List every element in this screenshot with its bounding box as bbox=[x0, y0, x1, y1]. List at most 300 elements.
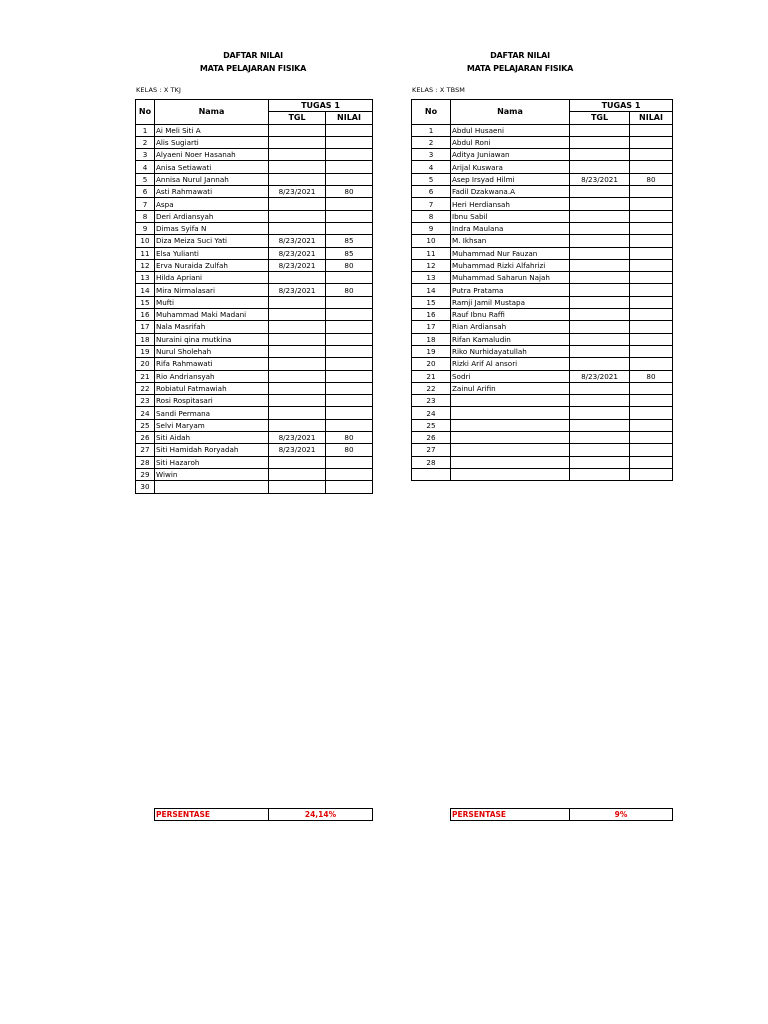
cell-nilai bbox=[630, 272, 673, 284]
cell-no: 23 bbox=[412, 395, 451, 407]
table-row bbox=[412, 149, 673, 161]
title-line2: MATA PELAJARAN FISIKA bbox=[199, 64, 307, 73]
cell-nama: Rifa Rahmawati bbox=[155, 358, 269, 370]
cell-tgl bbox=[269, 309, 326, 321]
cell-nama: Asti Rahmawati bbox=[155, 186, 269, 198]
title-line1: DAFTAR NILAI bbox=[490, 51, 550, 60]
cell-tgl bbox=[570, 444, 630, 456]
cell-tgl: 8/23/2021 bbox=[269, 444, 326, 456]
cell-tgl bbox=[269, 382, 326, 394]
cell-tgl bbox=[269, 395, 326, 407]
cell-tgl: 8/23/2021 bbox=[570, 370, 630, 382]
grade-table bbox=[411, 99, 673, 481]
cell-nama: Alyaeni Noer Hasanah bbox=[155, 149, 269, 161]
table-row bbox=[136, 358, 373, 370]
cell-nilai bbox=[630, 198, 673, 210]
cell-tgl bbox=[570, 456, 630, 468]
cell-no: 4 bbox=[412, 161, 451, 173]
cell-nilai bbox=[326, 333, 373, 345]
cell-no: 10 bbox=[136, 235, 155, 247]
cell-no: 11 bbox=[412, 247, 451, 259]
cell-nilai bbox=[326, 481, 373, 493]
table-row bbox=[412, 432, 673, 444]
cell-nilai: 85 bbox=[326, 235, 373, 247]
cell-nama: Abdul Husaeni bbox=[451, 124, 570, 136]
sheet-title bbox=[135, 49, 371, 75]
cell-tgl bbox=[269, 333, 326, 345]
cell-nilai: 80 bbox=[326, 444, 373, 456]
table-row bbox=[412, 210, 673, 222]
cell-no: 3 bbox=[136, 149, 155, 161]
cell-no: 14 bbox=[136, 284, 155, 296]
cell-no: 9 bbox=[136, 222, 155, 234]
table-row bbox=[412, 345, 673, 357]
grade-table bbox=[135, 99, 373, 494]
cell-no: 10 bbox=[412, 235, 451, 247]
table-body bbox=[136, 124, 373, 493]
table-row bbox=[136, 173, 373, 185]
cell-nilai bbox=[630, 321, 673, 333]
cell-tgl bbox=[570, 382, 630, 394]
cell-nama: Rauf Ibnu Raffi bbox=[451, 309, 570, 321]
cell-no: 13 bbox=[136, 272, 155, 284]
cell-nilai: 80 bbox=[326, 259, 373, 271]
header-tgl: TGL bbox=[269, 112, 326, 124]
cell-no: 30 bbox=[136, 481, 155, 493]
cell-no: 16 bbox=[412, 309, 451, 321]
table-row bbox=[412, 321, 673, 333]
cell-tgl bbox=[570, 186, 630, 198]
cell-nama bbox=[451, 468, 570, 480]
cell-nama: Rio Andriansyah bbox=[155, 370, 269, 382]
cell-nilai bbox=[630, 222, 673, 234]
cell-tgl: 8/23/2021 bbox=[269, 259, 326, 271]
header-no: No bbox=[412, 100, 451, 125]
cell-no: 20 bbox=[136, 358, 155, 370]
cell-nama: Muhammad Rizki Alfahrizi bbox=[451, 259, 570, 271]
cell-no: 4 bbox=[136, 161, 155, 173]
table-row bbox=[136, 136, 373, 148]
cell-nilai bbox=[630, 407, 673, 419]
cell-no: 7 bbox=[136, 198, 155, 210]
cell-tgl bbox=[269, 407, 326, 419]
table-row bbox=[412, 309, 673, 321]
cell-tgl bbox=[269, 481, 326, 493]
cell-tgl bbox=[570, 198, 630, 210]
table-row bbox=[136, 432, 373, 444]
cell-nilai bbox=[630, 382, 673, 394]
table-row bbox=[136, 468, 373, 480]
table-row bbox=[412, 259, 673, 271]
cell-nilai bbox=[326, 173, 373, 185]
table-row bbox=[136, 321, 373, 333]
cell-nilai bbox=[326, 210, 373, 222]
cell-no: 12 bbox=[136, 259, 155, 271]
cell-no: 17 bbox=[412, 321, 451, 333]
cell-no: 29 bbox=[136, 468, 155, 480]
cell-nilai: 80 bbox=[630, 370, 673, 382]
table-row bbox=[412, 173, 673, 185]
cell-nilai bbox=[630, 296, 673, 308]
cell-no: 8 bbox=[412, 210, 451, 222]
cell-nilai bbox=[630, 124, 673, 136]
table-row bbox=[412, 444, 673, 456]
table-row bbox=[136, 333, 373, 345]
cell-no: 2 bbox=[412, 136, 451, 148]
cell-nilai bbox=[630, 444, 673, 456]
table-row bbox=[412, 284, 673, 296]
persentase-value: 9% bbox=[570, 809, 673, 821]
cell-no: 27 bbox=[412, 444, 451, 456]
cell-no: 17 bbox=[136, 321, 155, 333]
cell-nama: Anisa Setiawati bbox=[155, 161, 269, 173]
cell-nilai bbox=[630, 456, 673, 468]
cell-nama bbox=[451, 456, 570, 468]
table-row bbox=[136, 296, 373, 308]
cell-no: 9 bbox=[412, 222, 451, 234]
cell-nama: Muhammad Nur Fauzan bbox=[451, 247, 570, 259]
cell-nilai bbox=[326, 309, 373, 321]
header-nama: Nama bbox=[155, 100, 269, 125]
cell-nama: Heri Herdiansah bbox=[451, 198, 570, 210]
table-row bbox=[412, 333, 673, 345]
cell-nilai bbox=[326, 124, 373, 136]
cell-nilai bbox=[630, 149, 673, 161]
cell-nama: Putra Pratama bbox=[451, 284, 570, 296]
cell-no: 1 bbox=[136, 124, 155, 136]
cell-no: 26 bbox=[136, 432, 155, 444]
cell-nama bbox=[451, 407, 570, 419]
cell-tgl bbox=[570, 468, 630, 480]
cell-nama: Ramji Jamil Mustapa bbox=[451, 296, 570, 308]
table-row bbox=[412, 272, 673, 284]
table-row bbox=[412, 296, 673, 308]
cell-nama bbox=[451, 444, 570, 456]
table-row bbox=[136, 382, 373, 394]
cell-tgl bbox=[570, 124, 630, 136]
table-row bbox=[412, 395, 673, 407]
cell-no: 12 bbox=[412, 259, 451, 271]
header-nilai: NILAI bbox=[630, 112, 673, 124]
persentase-value: 24,14% bbox=[269, 809, 373, 821]
cell-nilai bbox=[630, 419, 673, 431]
table-row bbox=[136, 419, 373, 431]
cell-nilai: 80 bbox=[630, 173, 673, 185]
cell-tgl bbox=[570, 309, 630, 321]
cell-tgl bbox=[570, 432, 630, 444]
cell-no: 24 bbox=[136, 407, 155, 419]
cell-tgl bbox=[269, 456, 326, 468]
cell-nama: Aspa bbox=[155, 198, 269, 210]
cell-nilai: 80 bbox=[326, 284, 373, 296]
table-body bbox=[412, 124, 673, 481]
cell-nilai bbox=[326, 321, 373, 333]
table-row bbox=[136, 309, 373, 321]
cell-no: 5 bbox=[136, 173, 155, 185]
cell-nama: Deri Ardiansyah bbox=[155, 210, 269, 222]
cell-nilai bbox=[630, 309, 673, 321]
cell-nama: Muhammad Saharun Najah bbox=[451, 272, 570, 284]
cell-no: 22 bbox=[136, 382, 155, 394]
cell-no: 19 bbox=[136, 345, 155, 357]
cell-no: 25 bbox=[412, 419, 451, 431]
cell-nilai bbox=[630, 235, 673, 247]
table-row bbox=[136, 395, 373, 407]
cell-nilai bbox=[630, 247, 673, 259]
cell-nama: Elsa Yulianti bbox=[155, 247, 269, 259]
cell-nilai bbox=[326, 456, 373, 468]
sheet-title bbox=[411, 49, 629, 75]
cell-nilai bbox=[630, 284, 673, 296]
table-row bbox=[136, 481, 373, 493]
cell-no: 6 bbox=[412, 186, 451, 198]
table-row bbox=[412, 222, 673, 234]
header-nama: Nama bbox=[451, 100, 570, 125]
cell-tgl bbox=[570, 259, 630, 271]
cell-nama: Mira Nirmalasari bbox=[155, 284, 269, 296]
cell-nilai: 80 bbox=[326, 432, 373, 444]
table-row bbox=[136, 149, 373, 161]
cell-tgl bbox=[570, 272, 630, 284]
cell-nama: Siti Hamidah Roryadah bbox=[155, 444, 269, 456]
cell-nilai bbox=[630, 395, 673, 407]
cell-no: 24 bbox=[412, 407, 451, 419]
persentase-label: PERSENTASE bbox=[155, 809, 269, 821]
cell-nama: Sandi Permana bbox=[155, 407, 269, 419]
cell-tgl: 8/23/2021 bbox=[269, 432, 326, 444]
cell-no: 21 bbox=[412, 370, 451, 382]
cell-nilai bbox=[630, 259, 673, 271]
cell-no: 26 bbox=[412, 432, 451, 444]
table-row bbox=[136, 222, 373, 234]
cell-nilai bbox=[326, 345, 373, 357]
cell-tgl bbox=[269, 296, 326, 308]
table-row bbox=[136, 210, 373, 222]
cell-tgl bbox=[570, 358, 630, 370]
cell-nama: Siti Hazaroh bbox=[155, 456, 269, 468]
cell-tgl bbox=[269, 222, 326, 234]
cell-nama: Ibnu Sabil bbox=[451, 210, 570, 222]
cell-tgl: 8/23/2021 bbox=[269, 284, 326, 296]
header-tgl: TGL bbox=[570, 112, 630, 124]
cell-nama: Zainul Arifin bbox=[451, 382, 570, 394]
cell-no: 13 bbox=[412, 272, 451, 284]
cell-nilai bbox=[630, 345, 673, 357]
cell-no: 3 bbox=[412, 149, 451, 161]
cell-tgl bbox=[269, 136, 326, 148]
cell-tgl bbox=[269, 345, 326, 357]
cell-nilai bbox=[630, 161, 673, 173]
cell-tgl bbox=[269, 210, 326, 222]
table-row bbox=[412, 198, 673, 210]
cell-tgl bbox=[570, 210, 630, 222]
cell-no: 20 bbox=[412, 358, 451, 370]
cell-nama: Muhammad Maki Madani bbox=[155, 309, 269, 321]
cell-nama: Siti Aidah bbox=[155, 432, 269, 444]
cell-nilai bbox=[326, 468, 373, 480]
cell-tgl: 8/23/2021 bbox=[269, 247, 326, 259]
cell-tgl bbox=[269, 468, 326, 480]
cell-nilai bbox=[630, 358, 673, 370]
table-row bbox=[136, 259, 373, 271]
cell-nama: Aditya Juniawan bbox=[451, 149, 570, 161]
cell-no bbox=[412, 468, 451, 480]
cell-nama: Abdul Roni bbox=[451, 136, 570, 148]
table-row bbox=[412, 124, 673, 136]
table-row bbox=[136, 456, 373, 468]
table-row bbox=[412, 382, 673, 394]
cell-nama: Fadil Dzakwana.A bbox=[451, 186, 570, 198]
table-row bbox=[412, 468, 673, 480]
cell-tgl bbox=[269, 272, 326, 284]
cell-no: 6 bbox=[136, 186, 155, 198]
cell-no: 16 bbox=[136, 309, 155, 321]
cell-no: 2 bbox=[136, 136, 155, 148]
cell-no: 21 bbox=[136, 370, 155, 382]
table-row bbox=[136, 235, 373, 247]
table-row bbox=[136, 272, 373, 284]
cell-tgl bbox=[570, 333, 630, 345]
cell-tgl bbox=[570, 161, 630, 173]
cell-nilai bbox=[326, 395, 373, 407]
cell-tgl bbox=[570, 284, 630, 296]
cell-no: 22 bbox=[412, 382, 451, 394]
table-row bbox=[136, 124, 373, 136]
cell-tgl bbox=[570, 419, 630, 431]
table-row bbox=[136, 370, 373, 382]
cell-nilai bbox=[630, 432, 673, 444]
cell-tgl bbox=[570, 136, 630, 148]
cell-tgl bbox=[269, 358, 326, 370]
cell-nama bbox=[451, 395, 570, 407]
cell-tgl bbox=[269, 149, 326, 161]
title-line2: MATA PELAJARAN FISIKA bbox=[466, 64, 574, 73]
table-row bbox=[136, 198, 373, 210]
kelas-label: KELAS : X TBSM bbox=[412, 86, 466, 94]
title-line1: DAFTAR NILAI bbox=[223, 51, 283, 60]
cell-nama: Indra Maulana bbox=[451, 222, 570, 234]
cell-nama: Nala Masrifah bbox=[155, 321, 269, 333]
cell-nama: Diza Meiza Suci Yati bbox=[155, 235, 269, 247]
cell-tgl bbox=[570, 296, 630, 308]
table-row bbox=[136, 345, 373, 357]
cell-no: 28 bbox=[412, 456, 451, 468]
cell-no: 25 bbox=[136, 419, 155, 431]
cell-nama: Ai Meli Siti A bbox=[155, 124, 269, 136]
cell-no: 15 bbox=[412, 296, 451, 308]
table-row bbox=[412, 419, 673, 431]
cell-nama: Rifan Kamaludin bbox=[451, 333, 570, 345]
cell-nama: Rizki Arif Al ansori bbox=[451, 358, 570, 370]
table-row bbox=[136, 247, 373, 259]
header-no: No bbox=[136, 100, 155, 125]
persentase-row bbox=[450, 808, 673, 821]
cell-nilai bbox=[630, 186, 673, 198]
cell-nama: Alis Sugiarti bbox=[155, 136, 269, 148]
table-row bbox=[412, 235, 673, 247]
cell-no: 23 bbox=[136, 395, 155, 407]
cell-nama: Nuraini qina mutkina bbox=[155, 333, 269, 345]
header-tugas: TUGAS 1 bbox=[570, 100, 673, 112]
table-row bbox=[136, 284, 373, 296]
cell-nilai bbox=[326, 296, 373, 308]
cell-nama bbox=[451, 432, 570, 444]
cell-tgl bbox=[269, 173, 326, 185]
cell-tgl bbox=[570, 247, 630, 259]
cell-nilai: 80 bbox=[326, 186, 373, 198]
persentase-row bbox=[154, 808, 373, 821]
table-row bbox=[412, 456, 673, 468]
cell-no: 19 bbox=[412, 345, 451, 357]
cell-tgl bbox=[570, 345, 630, 357]
cell-nama bbox=[451, 419, 570, 431]
cell-tgl bbox=[570, 222, 630, 234]
cell-no: 5 bbox=[412, 173, 451, 185]
cell-nama: M. Ikhsan bbox=[451, 235, 570, 247]
cell-tgl bbox=[269, 161, 326, 173]
table-row bbox=[136, 186, 373, 198]
kelas-label: KELAS : X TKJ bbox=[136, 86, 182, 94]
cell-tgl bbox=[269, 321, 326, 333]
cell-nama: Selvi Maryam bbox=[155, 419, 269, 431]
table-row bbox=[412, 407, 673, 419]
cell-no: 7 bbox=[412, 198, 451, 210]
table-row bbox=[412, 370, 673, 382]
cell-nama: Wiwin bbox=[155, 468, 269, 480]
cell-tgl bbox=[570, 235, 630, 247]
table-row bbox=[136, 444, 373, 456]
cell-tgl: 8/23/2021 bbox=[570, 173, 630, 185]
cell-nilai bbox=[326, 136, 373, 148]
cell-nama: Sodri bbox=[451, 370, 570, 382]
cell-nilai bbox=[630, 210, 673, 222]
header-tugas: TUGAS 1 bbox=[269, 100, 373, 112]
table-row bbox=[412, 358, 673, 370]
cell-no: 1 bbox=[412, 124, 451, 136]
cell-no: 18 bbox=[136, 333, 155, 345]
cell-no: 8 bbox=[136, 210, 155, 222]
cell-nama: Asep Irsyad Hilmi bbox=[451, 173, 570, 185]
cell-tgl bbox=[570, 149, 630, 161]
cell-nama: Robiatul Fatmawiah bbox=[155, 382, 269, 394]
cell-nama: Annisa Nurul Jannah bbox=[155, 173, 269, 185]
cell-nilai bbox=[326, 149, 373, 161]
cell-tgl bbox=[570, 407, 630, 419]
cell-no: 27 bbox=[136, 444, 155, 456]
cell-nama: Mufti bbox=[155, 296, 269, 308]
cell-nilai bbox=[326, 382, 373, 394]
cell-no: 18 bbox=[412, 333, 451, 345]
cell-nilai bbox=[326, 222, 373, 234]
cell-no: 11 bbox=[136, 247, 155, 259]
cell-nilai bbox=[326, 161, 373, 173]
table-row bbox=[412, 247, 673, 259]
table-row bbox=[412, 186, 673, 198]
cell-tgl: 8/23/2021 bbox=[269, 235, 326, 247]
cell-no: 15 bbox=[136, 296, 155, 308]
table-row bbox=[136, 407, 373, 419]
cell-nama: Rian Ardiansah bbox=[451, 321, 570, 333]
cell-nama bbox=[155, 481, 269, 493]
cell-nilai bbox=[326, 370, 373, 382]
cell-nama: Dimas Syifa N bbox=[155, 222, 269, 234]
cell-no: 14 bbox=[412, 284, 451, 296]
cell-nama: Rosi Rospitasari bbox=[155, 395, 269, 407]
table-row bbox=[136, 161, 373, 173]
cell-nilai bbox=[630, 136, 673, 148]
cell-tgl bbox=[269, 370, 326, 382]
table-row bbox=[412, 136, 673, 148]
